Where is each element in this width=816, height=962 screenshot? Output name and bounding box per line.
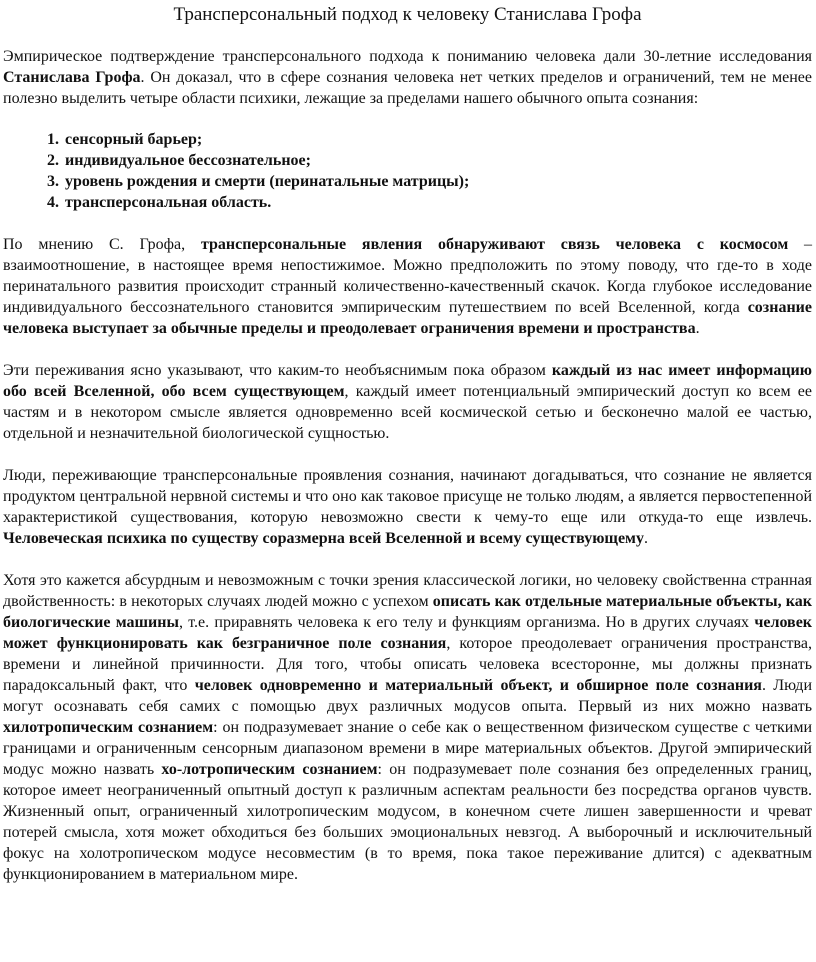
p5-text-e: . Люди могут осознавать себя самих с помощью двух различных модусов опыта. Первый из них можно назвать — [3, 677, 813, 715]
p5-text-d: , которое преодолевает ограничения пространства, времени и линейной причинности. Для того, чтобы описать человека всесторонне, мы должны признать парадоксальный факт, что — [3, 635, 812, 694]
p5-bold-3: человек одновременно и материальный объект, и обширное поле сознания — [194, 677, 762, 694]
document-title: Трансперсональный подход к человеку Станислава Грофа — [173, 4, 642, 25]
intro-bold-grof: Станислава Грофа — [3, 69, 141, 86]
p4-text-a: Люди, переживающие трансперсональные проявления сознания, начинают догадываться, что сознание не является продуктом центральной нервной системы и что оно как таковое присуще не только людям, а является первостепенной характеристикой существования, которую невозможно свести к чему-то еще или откуда-то еще извлечь. — [3, 467, 812, 526]
psyche-areas-list — [3, 129, 812, 213]
p2-bold-2: сознание человека выступает за обычные пределы и преодолевает ограничения времени и пространства — [3, 299, 812, 337]
intro-paragraph — [3, 46, 812, 109]
paragraph-3 — [3, 360, 812, 444]
p4-bold-1: Человеческая психика по существу соразмерна всей Вселенной и всему существующему — [3, 530, 644, 547]
p5-bold-1: описать как отдельные материальные объекты, как биологические машины — [3, 593, 812, 631]
intro-text-c: . Он доказал, что в сфере сознания человека нет четких пределов и ограничений, тем не менее полезно выделить четыре области психики, лежащие за пределами нашего обычного опыта сознания: — [3, 69, 812, 107]
p5-text-c: , т.е. приравнять человека к его телу и функциям организма. Но в других случаях — [178, 614, 755, 631]
p2-bold-1: трансперсональные явления обнаруживают связь человека с космосом — [200, 236, 789, 253]
p5-text-g: : он подразумевает поле сознания без определенных границ, которое имеет неограниченный опытный доступ к различным аспектам реальности без посредства органов чувств. Жизненный опыт, ограниченный хилотропическим модусом, в конечном счете лишен завершенности и чреват потерей смысла, хотя может обходиться без больших эмоциональных невзгод. А выборочный и исключительный фокус на холотропическом модусе несовместим (в то время, пока такое переживание длится) с адекватным функционированием в материальном мире. — [3, 761, 812, 883]
p3-bold-1: каждый из нас имеет информацию обо всей Вселенной, обо всем существующем — [3, 362, 812, 400]
paragraph-2 — [3, 234, 812, 339]
list-item: 3. уровень рождения и смерти (перинатальные матрицы); — [63, 171, 812, 192]
p3-text-a: Эти переживания ясно указывают, что каким-то необъяснимым пока образом — [3, 362, 552, 379]
p5-bold-2: человек может функционировать как безграничное поле сознания — [3, 614, 813, 652]
list-item: 4. трансперсональная область. — [63, 192, 812, 213]
p2-text-c: – взаимоотношение, в настоящее время непостижимое. Можно предположить по этому поводу, что где-то в ходе перинатального развития происходит странный количественно-качественный скачок. Когда глубокое исследование индивидуального бессознательного становится эмпирическим путешествием по всей Вселенной, когда — [3, 236, 812, 316]
intro-text-a: Эмпирическое подтверждение трансперсонального подхода к пониманию человека дали 30-летние исследования — [3, 48, 812, 65]
p5-text-f: : он подразумевает знание о себе как о вещественном физическом существе с четкими границами и ограниченным сенсорным диапазоном времени в мире материальных объектов. Другой эмпирический модус можно назвать — [3, 719, 813, 778]
paragraph-5 — [3, 570, 812, 885]
list-item: 2. индивидуальное бессознательное; — [63, 150, 812, 171]
p5-bold-5: хо-лотропическим сознанием — [161, 761, 378, 778]
p2-text-a: По мнению С. Грофа, — [3, 236, 201, 253]
p5-text-a: Хотя это кажется абсурдным и невозможным с точки зрения классической логики, но человеку свойственна странная двойственность: в некоторых случаях людей можно с успехом — [3, 572, 812, 610]
p3-text-c: , каждый имеет потенциальный эмпирический доступ ко всем ее частям и в некотором смысле является одновременно всей космической сетью и бесконечно малой ее частью, отдельной и незначительной биологической сущностью. — [3, 383, 813, 442]
p2-text-d: . — [695, 320, 700, 337]
p4-text-c: . — [643, 530, 648, 547]
document-page — [0, 4, 816, 962]
paragraph-4 — [3, 465, 812, 549]
list-item: 1. сенсорный барьер; — [63, 129, 812, 150]
p5-bold-4: хилотропическим сознанием — [3, 719, 214, 736]
